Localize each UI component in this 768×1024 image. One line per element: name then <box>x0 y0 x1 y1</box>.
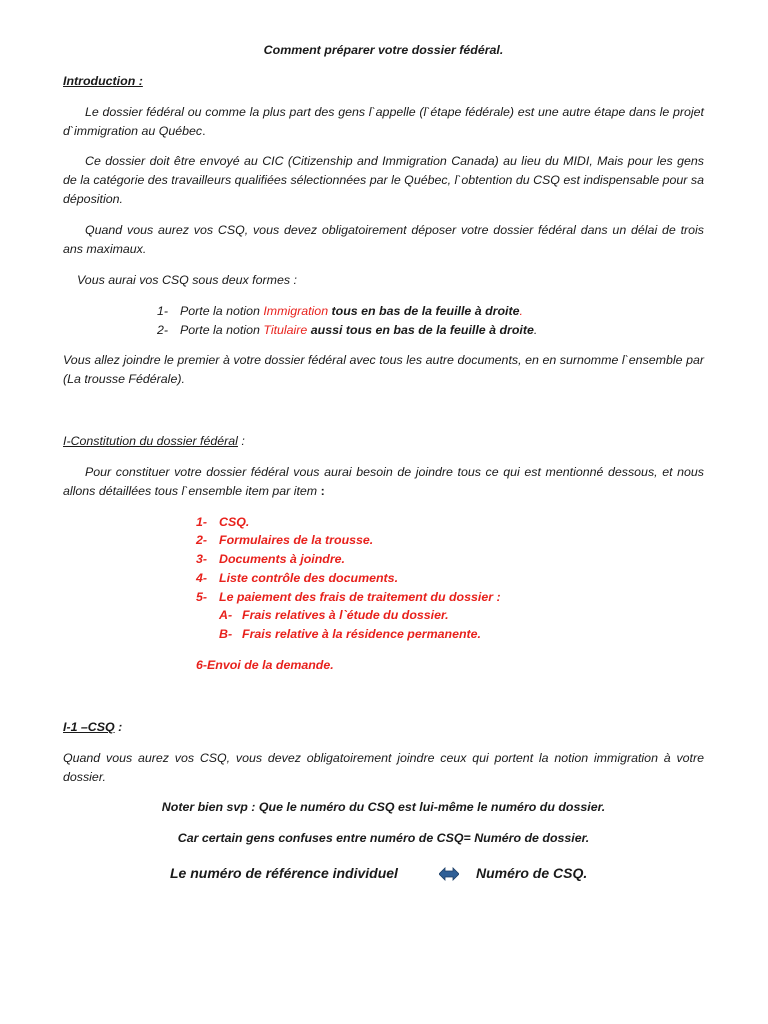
checklist-item-4 <box>196 569 398 588</box>
double-arrow-icon <box>439 865 459 883</box>
checklist-subitem-b-number: B- <box>219 627 233 641</box>
checklist-item-5-label: Le paiement des frais de traitement du dossier : <box>219 590 501 604</box>
form-item-1 <box>157 302 523 321</box>
intro-paragraph-5: Vous allez joindre le premier à votre dossier fédéral avec tous les autre documents, en en surnomme l`ensemble par (La trousse Fédérale). <box>63 353 704 386</box>
form-item-1-end: . <box>519 304 523 318</box>
checklist-item-5 <box>196 588 501 607</box>
intro-paragraph-1-text: Le dossier fédéral ou comme la plus part des gens l`appelle (l`étape fédérale) est une autre étape dans le projet d`immigration au Québec <box>63 105 704 138</box>
intro-paragraph-2: Ce dossier doit être envoyé au CIC (Citizenship and Immigration Canada) au lieu du MIDI, Mais pour les gens de la catégorie des travailleurs qualifiées sélectionnées par le Québec, l`obtention du CSQ est indispensable pour sa déposition. <box>63 154 704 206</box>
csq-heading-suffix: : <box>114 720 123 734</box>
document-title: Comment préparer votre dossier fédéral. <box>263 43 504 57</box>
checklist-item-2-label: Formulaires de la trousse. <box>219 533 374 547</box>
checklist-item-5-number: 5- <box>196 590 208 604</box>
form-item-2-post: aussi tous en bas de la feuille à droite <box>307 323 534 337</box>
checklist-item-3 <box>196 550 345 569</box>
csq-heading-line <box>63 718 704 737</box>
form-item-2-highlight: Titulaire <box>263 323 308 337</box>
checklist-item-4-label: Liste contrôle des documents. <box>219 571 399 585</box>
constitution-heading-suffix: : <box>237 434 245 448</box>
constitution-heading-line <box>63 432 704 451</box>
checklist-item-6: 6-Envoi de la demande. <box>196 658 334 672</box>
form-item-1-post: tous en bas de la feuille à droite <box>328 304 520 318</box>
intro-paragraph-4: Vous aurai vos CSQ sous deux formes : <box>77 273 297 287</box>
checklist-item-2 <box>196 531 373 550</box>
form-item-1-pre: Porte la notion <box>180 304 264 318</box>
form-item-2-pre: Porte la notion <box>180 323 264 337</box>
constitution-paragraph-1 <box>63 463 704 501</box>
intro-paragraph-3: Quand vous aurez vos CSQ, vous devez obligatoirement déposer votre dossier fédéral dans un délai de trois ans maximaux. <box>63 223 704 256</box>
constitution-heading: I-Constitution du dossier fédéral <box>63 434 238 448</box>
constitution-paragraph-1-text: Pour constituer votre dossier fédéral vous aurai besoin de joindre tous ce qui est mentionné dessous, et nous allons détaillées tous l`ensemble item par item <box>63 465 704 498</box>
checklist-item-3-number: 3- <box>196 552 208 566</box>
checklist-item-4-number: 4- <box>196 571 208 585</box>
checklist-subitem-b-label: Frais relative à la résidence permanente. <box>242 627 481 641</box>
checklist-item-1-label: CSQ. <box>219 515 250 529</box>
form-item-2 <box>157 321 537 340</box>
checklist-subitem-a-label: Frais relatives à l`étude du dossier. <box>242 608 449 622</box>
form-item-1-number: 1- <box>157 304 169 318</box>
checklist-item-2-number: 2- <box>196 533 208 547</box>
checklist-item-1 <box>196 513 249 532</box>
csq-heading: I-1 –CSQ <box>63 720 115 734</box>
form-item-1-highlight: Immigration <box>263 304 329 318</box>
csq-note-2: Car certain gens confuses entre numéro de CSQ= Numéro de dossier. <box>177 831 590 845</box>
reference-number-label: Le numéro de référence individuel <box>170 865 398 881</box>
checklist-item-1-number: 1- <box>196 515 208 529</box>
intro-paragraph-1 <box>63 103 704 141</box>
csq-number-label: Numéro de CSQ. <box>476 865 588 881</box>
form-item-2-number: 2- <box>157 323 169 337</box>
checklist-subitem-a-number: A- <box>219 608 233 622</box>
csq-note-1: Noter bien svp : Que le numéro du CSQ est lui-même le numéro du dossier. <box>161 800 606 814</box>
intro-paragraph-1-end: . <box>202 124 206 138</box>
csq-paragraph-1: Quand vous aurez vos CSQ, vous devez obligatoirement joindre ceux qui portent la notion immigration à votre dossier. <box>63 751 704 784</box>
form-item-2-end: . <box>533 323 538 337</box>
checklist-item-3-label: Documents à joindre. <box>219 552 345 566</box>
introduction-heading: Introduction : <box>63 74 143 88</box>
checklist-subitem-b <box>219 625 481 644</box>
constitution-paragraph-1-colon: : <box>317 484 325 498</box>
introduction-heading-line <box>63 72 704 91</box>
checklist-subitem-a <box>219 606 449 625</box>
